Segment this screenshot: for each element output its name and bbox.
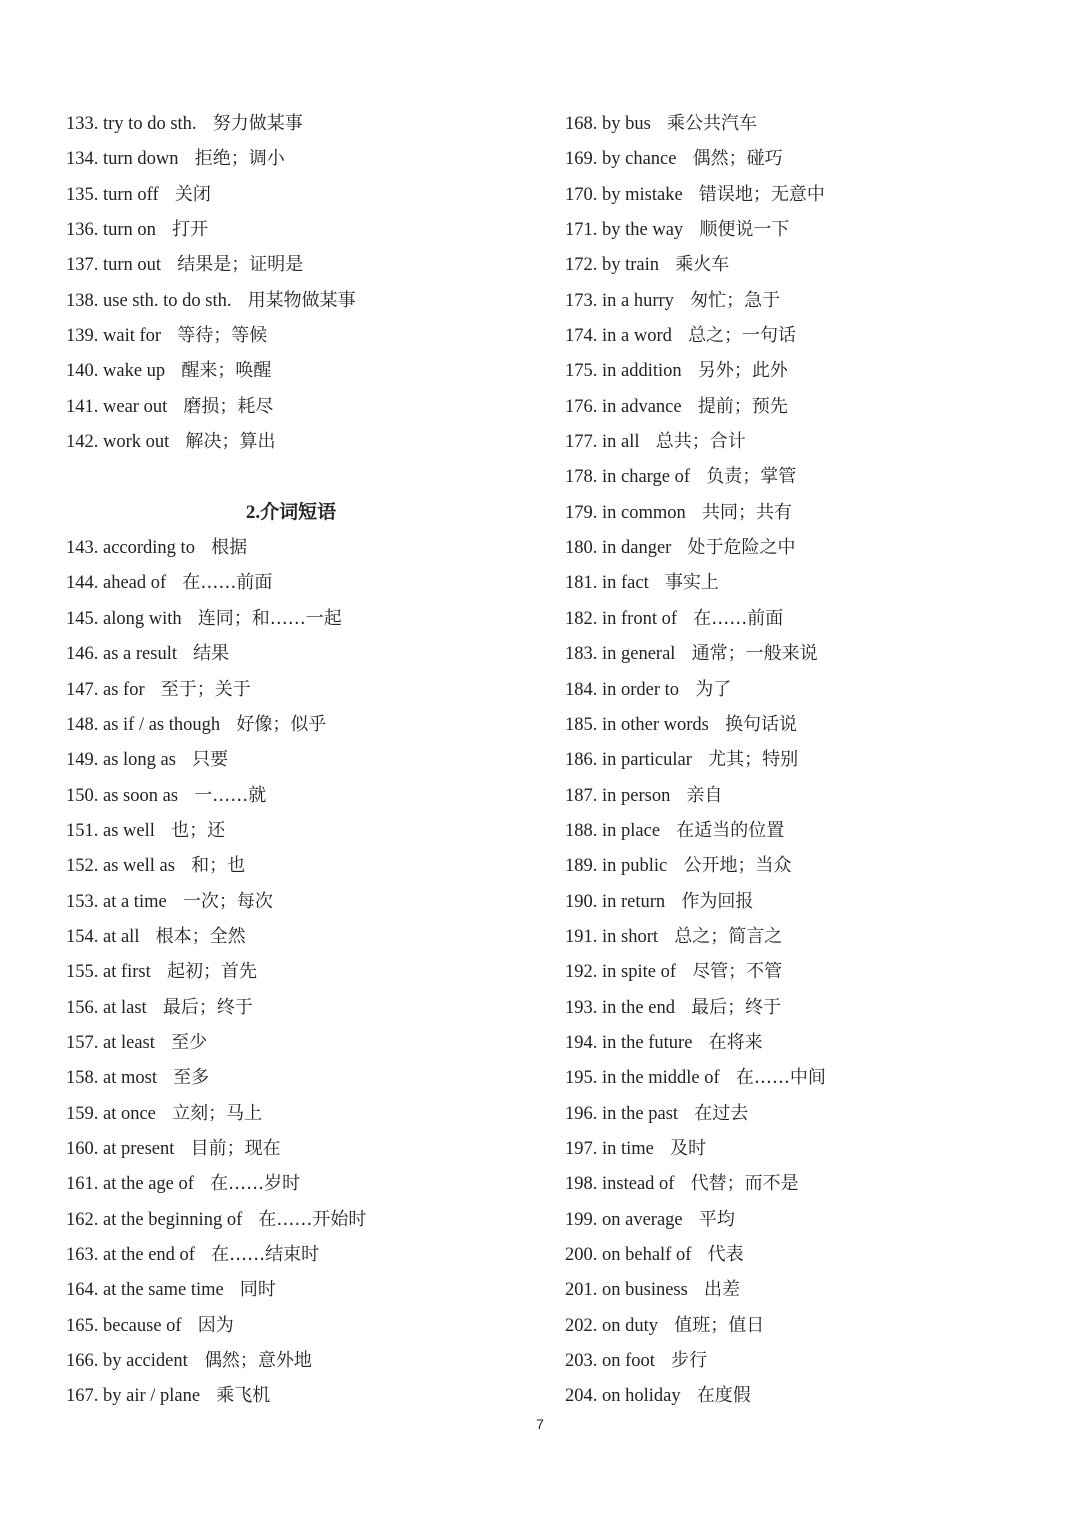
phrase-entry: [66, 212, 536, 247]
phrase-entry: [66, 636, 536, 671]
phrase-entry: [565, 530, 1055, 565]
chinese-meaning: 在……结束时: [211, 1244, 320, 1265]
phrase-entry: [565, 283, 1055, 318]
phrase-entry: [565, 1025, 1055, 1060]
english-phrase: according to: [103, 538, 195, 559]
entry-number: 139.: [66, 326, 99, 347]
phrase-entry: [565, 177, 1055, 212]
phrase-entry: [565, 106, 1055, 141]
phrase-entry: [565, 1202, 1055, 1237]
english-phrase: on duty: [602, 1315, 659, 1336]
entry-number: 152.: [66, 856, 99, 877]
chinese-meaning: 偶然；碰巧: [692, 148, 783, 170]
chinese-meaning: 共同；共有: [701, 501, 792, 523]
chinese-meaning: 关闭: [174, 183, 211, 205]
english-phrase: turn out: [103, 255, 162, 276]
entry-number: 174.: [565, 326, 598, 347]
spacer: [66, 459, 536, 494]
chinese-meaning: 至少: [171, 1031, 208, 1053]
english-phrase: in return: [602, 891, 666, 912]
entry-number: 160.: [66, 1138, 99, 1159]
chinese-meaning: 通常；一般来说: [691, 643, 818, 665]
phrase-entry: [565, 990, 1055, 1025]
chinese-meaning: 目前；现在: [190, 1137, 281, 1159]
english-phrase: as well: [103, 820, 155, 841]
entry-number: 204.: [565, 1386, 598, 1407]
english-phrase: on behalf of: [602, 1245, 692, 1265]
entry-number: 192.: [565, 962, 598, 983]
phrase-entry: [66, 601, 536, 636]
english-phrase: at most: [103, 1068, 157, 1089]
entry-number: 162.: [66, 1209, 99, 1230]
english-phrase: by the way: [602, 220, 684, 241]
english-phrase: at least: [103, 1032, 155, 1053]
phrase-entry: [66, 1308, 536, 1343]
chinese-meaning: 因为: [197, 1314, 234, 1336]
phrase-entry: [565, 601, 1055, 636]
phrase-entry: [565, 742, 1055, 777]
english-phrase: in other words: [602, 714, 709, 735]
english-phrase: on business: [602, 1280, 688, 1301]
chinese-meaning: 尽管；不管: [692, 961, 783, 983]
entry-number: 146.: [66, 644, 99, 665]
phrase-entry: [66, 565, 536, 600]
phrase-entry: [565, 495, 1055, 530]
entry-number: 173.: [565, 290, 598, 311]
entry-number: 148.: [66, 714, 99, 735]
english-phrase: in short: [602, 926, 659, 947]
chinese-meaning: 处于危险之中: [687, 537, 796, 559]
entry-number: 142.: [66, 432, 99, 453]
phrase-entry: [565, 636, 1055, 671]
english-phrase: in place: [602, 820, 661, 841]
chinese-meaning: 在将来: [708, 1031, 763, 1053]
phrase-entry: [66, 141, 536, 176]
phrase-entry: [565, 1060, 1055, 1095]
entry-number: 183.: [565, 644, 598, 665]
entry-number: 175.: [565, 361, 598, 382]
phrase-entry: [66, 672, 536, 707]
chinese-meaning: 等待；等候: [177, 325, 268, 347]
english-phrase: by air / plane: [103, 1386, 201, 1407]
chinese-meaning: 用某物做某事: [247, 289, 356, 311]
chinese-meaning: 错误地；无意中: [698, 183, 825, 205]
english-phrase: in particular: [602, 750, 692, 771]
entry-number: 141.: [66, 396, 99, 417]
chinese-meaning: 一……就: [194, 784, 267, 806]
chinese-meaning: 在过去: [694, 1102, 749, 1124]
chinese-meaning: 在适当的位置: [676, 819, 785, 841]
phrase-entry: [66, 247, 536, 282]
english-phrase: turn on: [103, 220, 156, 241]
english-phrase: on holiday: [602, 1386, 681, 1407]
english-phrase: wait for: [103, 326, 162, 347]
phrase-entry: [66, 1131, 536, 1166]
chinese-meaning: 尤其；特别: [708, 749, 799, 771]
chinese-meaning: 负责；掌管: [706, 466, 797, 488]
entry-number: 151.: [66, 820, 99, 841]
chinese-meaning: 至多: [173, 1067, 210, 1089]
entry-number: 149.: [66, 750, 99, 771]
phrase-entry: [565, 1131, 1055, 1166]
chinese-meaning: 事实上: [664, 572, 719, 594]
entry-number: 190.: [565, 891, 598, 912]
english-phrase: in the middle of: [602, 1068, 720, 1089]
chinese-meaning: 公开地；当众: [683, 855, 792, 877]
phrase-entry: [66, 1343, 536, 1378]
phrase-entry: [66, 353, 536, 388]
english-phrase: at a time: [103, 891, 167, 912]
english-phrase: in general: [602, 644, 676, 665]
chinese-meaning: 在……岁时: [210, 1173, 301, 1195]
entry-number: 188.: [565, 820, 598, 841]
entry-number: 199.: [565, 1209, 598, 1230]
chinese-meaning: 和；也: [191, 855, 246, 877]
phrase-entry: [66, 424, 536, 459]
english-phrase: in a word: [602, 326, 672, 347]
entry-number: 137.: [66, 255, 99, 276]
entry-number: 161.: [66, 1174, 99, 1195]
phrase-entry: [66, 742, 536, 777]
english-phrase: in public: [602, 856, 668, 877]
phrase-entry: [66, 1166, 536, 1201]
phrase-entry: [66, 1202, 536, 1237]
entry-number: 196.: [565, 1103, 598, 1124]
entry-number: 194.: [565, 1032, 598, 1053]
phrase-entry: [565, 459, 1055, 494]
phrase-entry: [565, 424, 1055, 459]
entry-number: 202.: [565, 1315, 598, 1336]
entry-number: 184.: [565, 679, 598, 700]
phrase-entry: [565, 954, 1055, 989]
chinese-meaning: 最后；终于: [691, 996, 782, 1018]
phrase-entry: [565, 1096, 1055, 1131]
chinese-meaning: 代替；而不是: [690, 1173, 799, 1195]
english-phrase: at the age of: [103, 1174, 194, 1195]
chinese-meaning: 提前；预先: [697, 395, 788, 417]
phrase-entry: [565, 919, 1055, 954]
english-phrase: as well as: [103, 856, 175, 877]
chinese-meaning: 拒绝；调小: [194, 148, 285, 170]
phrase-entry: [66, 1378, 536, 1413]
entry-number: 172.: [565, 255, 598, 276]
chinese-meaning: 醒来；唤醒: [181, 360, 272, 382]
chinese-meaning: 在……开始时: [258, 1208, 367, 1230]
english-phrase: in danger: [602, 538, 672, 559]
english-phrase: at last: [103, 997, 147, 1018]
chinese-meaning: 偶然；意外地: [203, 1350, 312, 1372]
phrase-entry: [565, 1237, 1055, 1272]
phrase-entry: [565, 389, 1055, 424]
entry-number: 134.: [66, 149, 99, 170]
entry-number: 166.: [66, 1351, 99, 1372]
english-phrase: on average: [602, 1209, 683, 1230]
english-phrase: in advance: [602, 396, 682, 417]
entry-number: 197.: [565, 1138, 598, 1159]
english-phrase: as soon as: [103, 785, 179, 806]
english-phrase: work out: [103, 432, 170, 453]
phrase-entry: [565, 565, 1055, 600]
phrase-entry: [565, 1378, 1055, 1413]
english-phrase: in all: [602, 432, 640, 453]
chinese-meaning: 出差: [704, 1279, 741, 1301]
phrase-entry: [66, 884, 536, 919]
chinese-meaning: 根据: [211, 537, 248, 559]
phrase-entry: [565, 813, 1055, 848]
entry-number: 164.: [66, 1280, 99, 1301]
entry-number: 150.: [66, 785, 99, 806]
chinese-meaning: 顺便说一下: [699, 219, 790, 241]
phrase-entry: [66, 813, 536, 848]
entry-number: 154.: [66, 926, 99, 947]
chinese-meaning: 及时: [670, 1137, 707, 1159]
english-phrase: in person: [602, 785, 671, 806]
entry-number: 138.: [66, 290, 99, 311]
chinese-meaning: 解决；算出: [185, 431, 276, 453]
verb-phrase-list: [66, 106, 536, 459]
entry-number: 156.: [66, 997, 99, 1018]
preposition-phrase-list-continued: [565, 106, 1055, 1414]
english-phrase: wear out: [103, 396, 168, 417]
english-phrase: because of: [103, 1315, 182, 1336]
phrase-entry: [66, 1025, 536, 1060]
phrase-entry: [565, 141, 1055, 176]
section-heading: 2.介词短语: [245, 501, 337, 523]
chinese-meaning: 好像；似乎: [236, 713, 327, 735]
english-phrase: by chance: [602, 149, 677, 170]
entry-number: 193.: [565, 997, 598, 1018]
english-phrase: in the future: [602, 1032, 693, 1053]
entry-number: 203.: [565, 1351, 598, 1372]
entry-number: 155.: [66, 962, 99, 983]
english-phrase: as a result: [103, 644, 177, 665]
chinese-meaning: 在度假: [696, 1385, 751, 1407]
chinese-meaning: 亲自: [686, 784, 723, 806]
english-phrase: at the beginning of: [103, 1209, 243, 1230]
entry-number: 168.: [565, 114, 598, 134]
entry-number: 189.: [565, 856, 598, 877]
english-phrase: as long as: [103, 750, 176, 771]
entry-number: 147.: [66, 679, 99, 700]
chinese-meaning: 总之；简言之: [674, 925, 783, 947]
english-phrase: in a hurry: [602, 290, 674, 311]
entry-number: 157.: [66, 1032, 99, 1053]
entry-number: 171.: [565, 220, 598, 241]
entry-number: 201.: [565, 1280, 598, 1301]
phrase-entry: [66, 954, 536, 989]
chinese-meaning: 结果: [193, 643, 230, 665]
chinese-meaning: 作为回报: [681, 890, 754, 912]
english-phrase: in common: [602, 502, 686, 523]
english-phrase: by mistake: [602, 184, 683, 205]
chinese-meaning: 起初；首先: [166, 961, 257, 983]
chinese-meaning: 步行: [671, 1350, 708, 1372]
phrase-entry: [565, 778, 1055, 813]
english-phrase: wake up: [103, 361, 166, 382]
entry-number: 140.: [66, 361, 99, 382]
entry-number: 181.: [565, 573, 598, 594]
phrase-entry: [66, 778, 536, 813]
chinese-meaning: 乘公共汽车: [667, 113, 758, 134]
english-phrase: ahead of: [103, 573, 167, 594]
english-phrase: at once: [103, 1103, 156, 1124]
chinese-meaning: 平均: [698, 1208, 735, 1230]
english-phrase: by train: [602, 255, 660, 276]
chinese-meaning: 在……中间: [735, 1067, 826, 1089]
chinese-meaning: 在……前面: [693, 607, 784, 629]
phrase-entry: [565, 1272, 1055, 1307]
entry-number: 179.: [565, 502, 598, 523]
chinese-meaning: 为了: [695, 678, 732, 700]
chinese-meaning: 一次；每次: [182, 890, 273, 912]
phrase-entry: [565, 1343, 1055, 1378]
phrase-entry: [565, 353, 1055, 388]
chinese-meaning: 总之；一句话: [688, 325, 797, 347]
phrase-entry: [66, 1096, 536, 1131]
entry-number: 186.: [565, 750, 598, 771]
chinese-meaning: 打开: [172, 219, 209, 241]
english-phrase: in the end: [602, 997, 675, 1018]
english-phrase: instead of: [602, 1174, 675, 1195]
entry-number: 178.: [565, 467, 598, 488]
entry-number: 133.: [66, 114, 99, 134]
entry-number: 153.: [66, 891, 99, 912]
entry-number: 136.: [66, 220, 99, 241]
english-phrase: in fact: [602, 573, 649, 594]
entry-number: 167.: [66, 1386, 99, 1407]
chinese-meaning: 代表: [707, 1244, 744, 1265]
chinese-meaning: 值班；值日: [674, 1314, 765, 1336]
phrase-entry: [66, 318, 536, 353]
preposition-phrase-list: [66, 530, 536, 1414]
phrase-entry: [565, 884, 1055, 919]
english-phrase: at the end of: [103, 1245, 195, 1265]
chinese-meaning: 根本；全然: [155, 925, 246, 947]
right-column: [565, 106, 1055, 1414]
phrase-entry: [565, 848, 1055, 883]
chinese-meaning: 结果是；证明是: [177, 254, 304, 276]
left-column: [66, 106, 536, 1414]
english-phrase: use sth. to do sth.: [103, 290, 232, 311]
english-phrase: as for: [103, 679, 145, 700]
english-phrase: try to do sth.: [103, 114, 197, 134]
chinese-meaning: 磨损；耗尽: [183, 395, 274, 417]
entry-number: 144.: [66, 573, 99, 594]
phrase-entry: [66, 177, 536, 212]
entry-number: 191.: [565, 926, 598, 947]
english-phrase: in order to: [602, 679, 680, 700]
phrase-entry: [66, 919, 536, 954]
english-phrase: by bus: [602, 114, 651, 134]
phrase-entry: [565, 707, 1055, 742]
chinese-meaning: 在……前面: [182, 572, 273, 594]
phrase-entry: [565, 1308, 1055, 1343]
chinese-meaning: 最后；终于: [162, 996, 253, 1018]
phrase-entry: [66, 1272, 536, 1307]
entry-number: 135.: [66, 184, 99, 205]
chinese-meaning: 换句话说: [725, 713, 798, 735]
phrase-entry: [66, 848, 536, 883]
english-phrase: in front of: [602, 608, 678, 629]
english-phrase: as if / as though: [103, 714, 221, 735]
english-phrase: at the same time: [103, 1280, 224, 1301]
entry-number: 200.: [565, 1245, 598, 1265]
entry-number: 182.: [565, 608, 598, 629]
phrase-entry: [565, 247, 1055, 282]
english-phrase: turn off: [103, 184, 159, 205]
phrase-entry: [565, 1166, 1055, 1201]
chinese-meaning: 同时: [239, 1279, 276, 1301]
chinese-meaning: 另外；此外: [697, 360, 788, 382]
entry-number: 177.: [565, 432, 598, 453]
entry-number: 143.: [66, 538, 99, 559]
chinese-meaning: 也；还: [171, 819, 226, 841]
entry-number: 176.: [565, 396, 598, 417]
chinese-meaning: 只要: [192, 749, 229, 771]
phrase-entry: [66, 389, 536, 424]
entry-number: 145.: [66, 608, 99, 629]
entry-number: 159.: [66, 1103, 99, 1124]
entry-number: 170.: [565, 184, 598, 205]
english-phrase: in addition: [602, 361, 682, 382]
entry-number: 185.: [565, 714, 598, 735]
phrase-entry: [66, 1060, 536, 1095]
phrase-entry: [565, 672, 1055, 707]
entry-number: 187.: [565, 785, 598, 806]
english-phrase: turn down: [103, 149, 179, 170]
english-phrase: at first: [103, 962, 151, 983]
chinese-meaning: 连同；和……一起: [197, 607, 342, 629]
page-number: 7: [536, 1416, 544, 1432]
chinese-meaning: 努力做某事: [212, 113, 303, 134]
chinese-meaning: 总共；合计: [655, 431, 746, 453]
entry-number: 163.: [66, 1245, 99, 1265]
chinese-meaning: 乘火车: [675, 254, 730, 276]
phrase-entry: [66, 530, 536, 565]
phrase-entry: [66, 707, 536, 742]
english-phrase: in charge of: [602, 467, 691, 488]
english-phrase: by accident: [103, 1351, 188, 1372]
english-phrase: along with: [103, 608, 182, 629]
phrase-entry: [565, 212, 1055, 247]
english-phrase: at present: [103, 1138, 175, 1159]
phrase-entry: [66, 990, 536, 1025]
phrase-entry: [66, 283, 536, 318]
entry-number: 198.: [565, 1174, 598, 1195]
english-phrase: in time: [602, 1138, 654, 1159]
english-phrase: on foot: [602, 1351, 655, 1372]
entry-number: 158.: [66, 1068, 99, 1089]
english-phrase: in the past: [602, 1103, 679, 1124]
phrase-entry: [565, 318, 1055, 353]
english-phrase: at all: [103, 926, 140, 947]
entry-number: 195.: [565, 1068, 598, 1089]
entry-number: 169.: [565, 149, 598, 170]
phrase-entry: [66, 106, 536, 141]
chinese-meaning: 乘飞机: [216, 1385, 271, 1407]
chinese-meaning: 立刻；马上: [172, 1102, 263, 1124]
english-phrase: in spite of: [602, 962, 676, 983]
phrase-entry: [66, 1237, 536, 1272]
chinese-meaning: 匆忙；急于: [690, 289, 781, 311]
entry-number: 165.: [66, 1315, 99, 1336]
chinese-meaning: 至于；关于: [160, 678, 251, 700]
entry-number: 180.: [565, 538, 598, 559]
